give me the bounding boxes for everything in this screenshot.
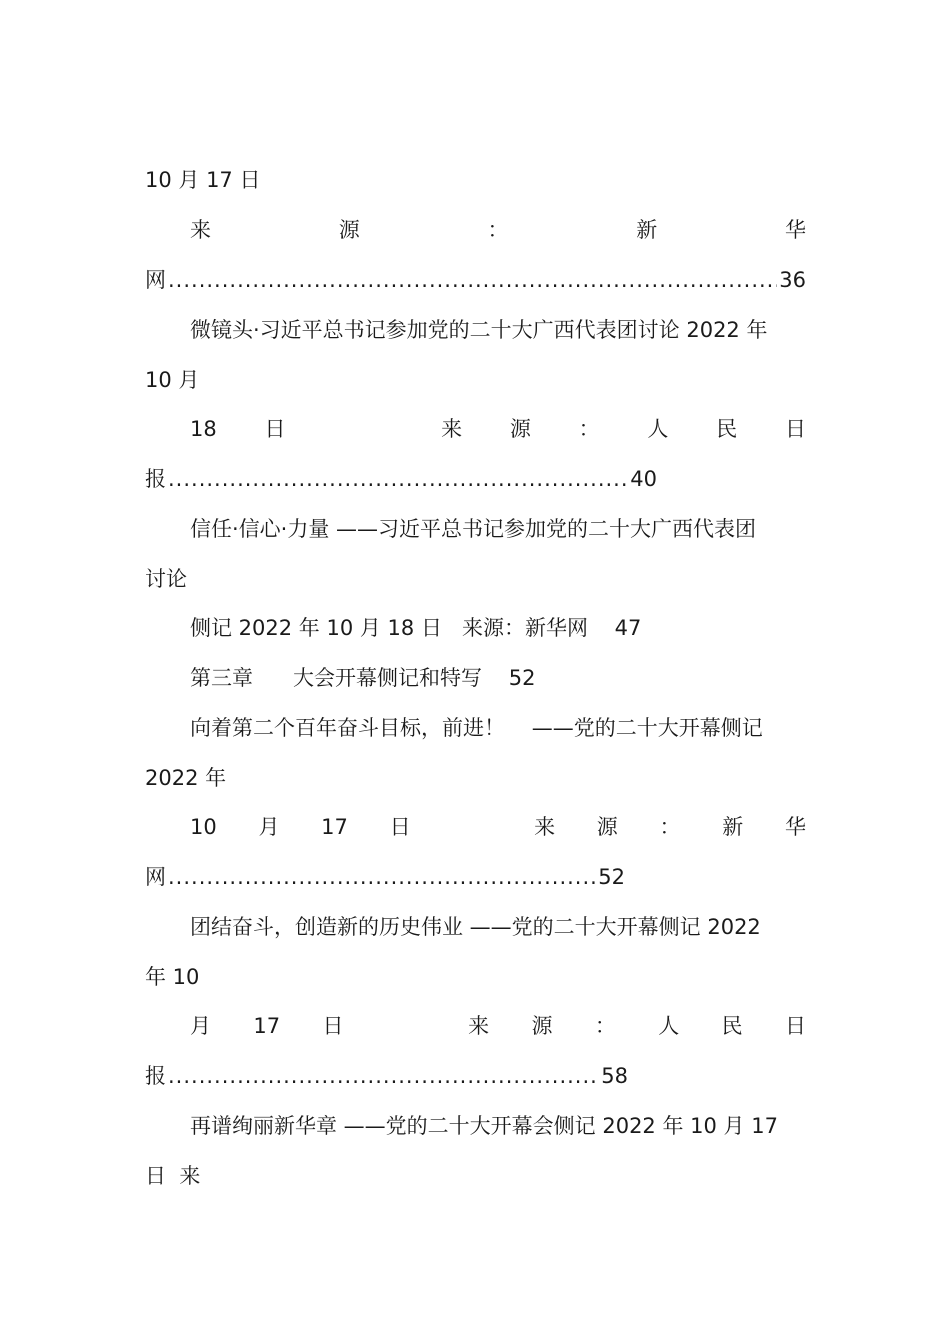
toc-word: 源 (509, 417, 531, 441)
dot-leader (168, 861, 596, 893)
toc-line-continued: 日 来 (145, 1164, 201, 1188)
toc-entry-title: 向着第二个百年奋斗目标，前进！ ——党的二十大开幕侧记 (190, 716, 763, 740)
toc-entry-title: 再谱绚丽新华章 ——党的二十大开幕会侧记 2022 年 10 月 17 (190, 1114, 778, 1138)
toc-word: 日 (784, 1014, 806, 1038)
toc-word: ： (594, 1014, 616, 1038)
toc-entry-label: 网 (145, 865, 166, 889)
dot-leader (168, 264, 777, 296)
toc-chapter-heading: 第三章 大会开幕侧记和特写 52 (190, 666, 536, 690)
toc-word: 来 (468, 1014, 490, 1038)
toc-page-number: 36 (779, 268, 806, 292)
toc-page-number: 40 (630, 467, 657, 491)
toc-line-continued: 2022 年 (145, 766, 227, 790)
dot-leader (168, 463, 628, 495)
toc-page-number: 58 (601, 1064, 628, 1088)
toc-entry-leader (145, 463, 657, 495)
toc-word: 18 (190, 417, 217, 441)
toc-word: 民 (716, 417, 738, 441)
toc-word: 来 (190, 218, 211, 242)
toc-word: 来 (534, 815, 556, 839)
toc-word: 源 (531, 1014, 553, 1038)
toc-line-continued: 讨论 (145, 567, 187, 591)
toc-line-continued: 年 10 (145, 965, 200, 989)
toc-word: ： (659, 815, 681, 839)
toc-entry-leader (145, 1060, 628, 1092)
toc-line-continued: 10 月 (145, 368, 200, 392)
toc-entry-title: 微镜头·习近平总书记参加党的二十大广西代表团讨论 2022 年 (190, 318, 768, 342)
toc-word: 人 (647, 417, 669, 441)
toc-word: 华 (785, 218, 806, 242)
toc-word: 日 (264, 417, 286, 441)
toc-word: 来 (441, 417, 463, 441)
toc-entry-label: 报 (145, 1064, 166, 1088)
toc-word: 月 (258, 815, 280, 839)
toc-entry-label: 报 (145, 467, 166, 491)
toc-entry-label: 网 (145, 268, 166, 292)
toc-word: 源 (338, 218, 360, 242)
toc-word: 日 (322, 1014, 344, 1038)
toc-word: ： (487, 218, 509, 242)
toc-line-source-justified (190, 811, 806, 843)
toc-line-source-justified (190, 413, 806, 445)
toc-word: ： (578, 417, 600, 441)
dot-leader (168, 1060, 599, 1092)
toc-line-source-justified (190, 214, 806, 246)
toc-word: 源 (596, 815, 618, 839)
toc-word: 新 (722, 815, 744, 839)
toc-word: 日 (389, 815, 411, 839)
toc-word: 17 (253, 1014, 281, 1038)
toc-line-source-justified (190, 1010, 806, 1042)
toc-entry-leader (145, 861, 625, 893)
toc-word: 17 (321, 815, 348, 839)
toc-entry-leader (145, 264, 806, 296)
toc-entry-title: 信任·信心·力量 ——习近平总书记参加党的二十大广西代表团 (190, 517, 757, 541)
toc-entry-title: 团结奋斗，创造新的历史伟业 ——党的二十大开幕侧记 2022 (190, 915, 761, 939)
toc-word: 10 (190, 815, 217, 839)
toc-page-number: 52 (598, 865, 625, 889)
toc-line-date: 10 月 17 日 (145, 168, 261, 192)
toc-word: 人 (658, 1014, 680, 1038)
toc-word: 日 (784, 417, 806, 441)
toc-word: 月 (190, 1014, 211, 1038)
toc-word: 华 (784, 815, 806, 839)
toc-entry-source: 侧记 2022 年 10 月 18 日 来源：新华网 47 (190, 616, 642, 640)
toc-word: 新 (636, 218, 658, 242)
toc-word: 民 (721, 1014, 743, 1038)
